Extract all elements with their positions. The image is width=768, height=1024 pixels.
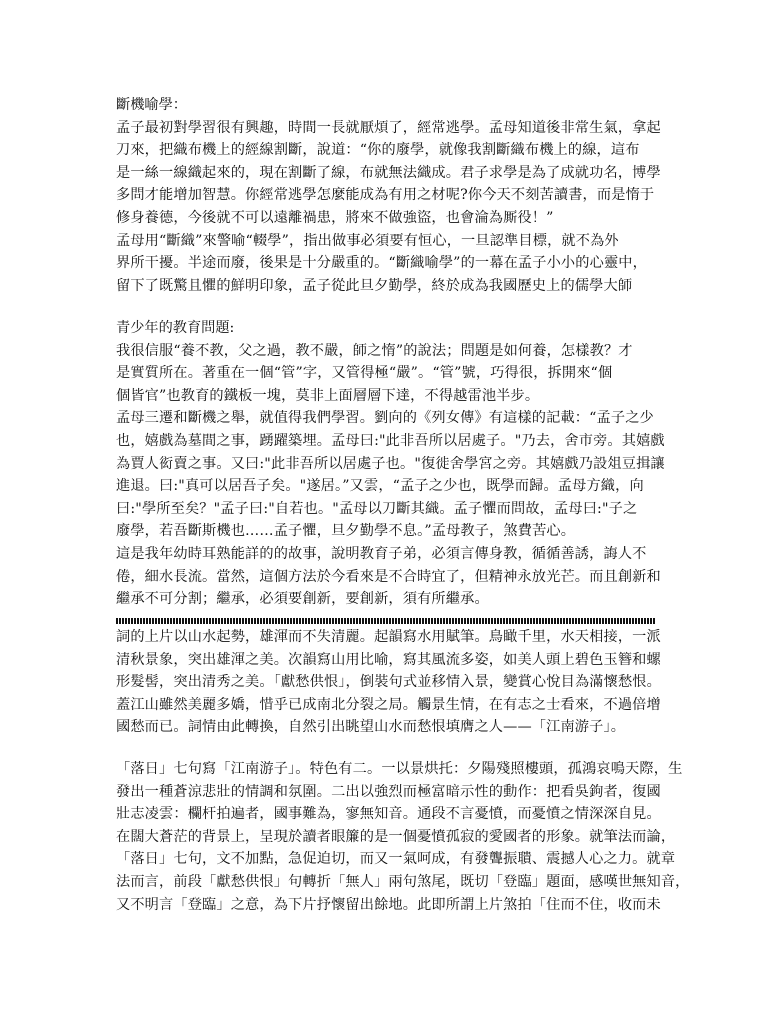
section-poem-sunset-lines bbox=[116, 758, 690, 916]
paragraph-line: 蓋江山雖然美麗多嬌，惜乎已成南北分裂之局。觸景生情，在有志之士看來，不過倍增 bbox=[116, 696, 661, 713]
paragraph-line: 孟子最初對學習很有興趣，時間一長就厭煩了，經常逃學。孟母知道後非常生氣，拿起 bbox=[116, 119, 661, 136]
paragraph-line: 是實質所在。著重在一個“管”字，又管得極“嚴”。“管”號，巧得很，拆開來“個 bbox=[116, 365, 613, 382]
section-divider bbox=[116, 618, 656, 624]
paragraph-line: 曰:"學所至矣？"孟子曰:"自若也。"孟母以刀斷其織。孟子懼而問故，孟母曰:"子之 bbox=[116, 500, 638, 517]
paragraph-line: 個皆官”也教育的鐵板一塊，莫非上面層層下達，不得越雷池半步。 bbox=[116, 387, 540, 404]
paragraph-line: 發出一種蒼涼悲壯的情調和氛圍。二出以強烈而極富暗示性的動作：把看吳鉤者，復國 bbox=[116, 783, 661, 800]
paragraph-line: 壯志凌雲：欄杆拍遍者，國事難為，寥無知音。通段不言憂憤，而憂憤之情深深自見。 bbox=[116, 806, 661, 823]
section-youth-education bbox=[116, 317, 665, 611]
paragraph-line: 又不明言「登臨」之意，為下片抒懷留出餘地。此即所謂上片煞拍「住而不住，收而未 bbox=[116, 896, 661, 913]
paragraph-line: 法而言，前段「獻愁供恨」句轉折「無人」兩句煞尾，既切「登臨」題面，感嘆世無知音， bbox=[116, 873, 690, 890]
paragraph-line: 「落日」七句，文不加點，急促迫切，而又一氣呵成，有發聾振聵、震撼人心之力。就章 bbox=[116, 851, 676, 868]
paragraph-line: 是一絲一線織起來的，現在割斷了線，布就無法織成。君子求學是為了成就功名，博學 bbox=[116, 164, 661, 181]
paragraph-line: 為賈人衒賣之事。又曰:"此非吾所以居處子也。"復徙舍學宮之旁。其嬉戲乃設俎豆揖讓 bbox=[116, 455, 665, 472]
paragraph-line: 修身養德，今後就不可以遠離禍患，將來不做強盜，也會淪為厮役！” bbox=[116, 209, 554, 226]
section-heading: 青少年的教育問題: bbox=[116, 320, 235, 336]
paragraph-line: 進退。曰:"真可以居吾子矣。"遂居。”又雲，“孟子之少也，既學而歸。孟母方織，向 bbox=[116, 478, 644, 495]
section-poem-first-stanza bbox=[116, 626, 661, 739]
paragraph-line: 在闊大蒼茫的背景上，呈現於讀者眼簾的是一個憂憤孤寂的愛國者的形象。就筆法而論， bbox=[116, 828, 676, 845]
paragraph-line: 孟母三遷和斷機之舉，就值得我們學習。劉向的《列女傳》有這樣的記載：“孟子之少 bbox=[116, 410, 654, 427]
paragraph-line: 繼承不可分割；繼承，必須要創新，要創新，須有所繼承。 bbox=[116, 591, 489, 608]
paragraph-line: 詞的上片以山水起勢，雄渾而不失清麗。起韻寫水用賦筆。鳥瞰千里，水天相接，一派 bbox=[116, 629, 661, 645]
paragraph-line: 這是我年幼時耳熟能詳的的故事，說明教育子弟，必須言傳身教，循循善誘，誨人不 bbox=[116, 545, 647, 562]
paragraph-line: 倦，細水長流。當然，這個方法於今看來是不合時宜了，但精神永放光芒。而且創新和 bbox=[116, 568, 661, 585]
paragraph-line: 界所干擾。半途而廢，後果是十分嚴重的。“斷織喻學”的一幕在孟子小小的心靈中， bbox=[116, 255, 647, 272]
paragraph-line: 我很信服“養不教，父之過，教不嚴，師之惰”的說法；問題是如何養，怎樣教？才 bbox=[116, 342, 633, 359]
paragraph-line: 形髮髻，突出清秀之美。「獻愁供恨」，倒裝句式並移情入景，變賞心悅目為滿懷愁恨。 bbox=[116, 674, 661, 691]
paragraph-line: 清秋景象，突出雄渾之美。次韻寫山用比喻，寫其風流多姿，如美人頭上碧色玉簪和螺 bbox=[116, 651, 661, 668]
paragraph-line: 孟母用“斷織”來警喻“輟學”，指出做事必須要有恒心，一旦認準目標，就不為外 bbox=[116, 232, 619, 249]
section-broken-loom-lesson bbox=[116, 94, 661, 297]
paragraph-line: 廢學，若吾斷斯機也……孟子懼，旦夕勤學不息。”孟母教子，煞費苦心。 bbox=[116, 523, 576, 540]
paragraph-line: 留下了既驚且懼的鮮明印象，孟子從此旦夕勤學，終於成為我國歷史上的儒學大師 bbox=[116, 277, 633, 294]
paragraph-line: 「落日」七句寫「江南游子」。特色有二。一以景烘托：夕陽殘照樓頭，孤鴻哀鳴天際，生 bbox=[116, 761, 683, 777]
paragraph-line: 多問才能增加智慧。你經常逃學怎麼能成為有用之材呢?你今天不刻苦讀書，而是惰于 bbox=[116, 187, 655, 204]
section-heading: 斷機喻學： bbox=[116, 97, 187, 113]
paragraph-line: 刀來，把織布機上的經線割斷，說道：“你的廢學，就像我割斷織布機上的線，這布 bbox=[116, 142, 640, 159]
paragraph-line: 也，嬉戲為墓間之事，踴躍築埋。孟母曰:"此非吾所以居處子。"乃去，舍市旁。其嬉戲 bbox=[116, 432, 665, 449]
paragraph-line: 國愁而已。詞情由此轉換，自然引出眺望山水而愁恨填膺之人——「江南游子」。 bbox=[116, 719, 626, 736]
